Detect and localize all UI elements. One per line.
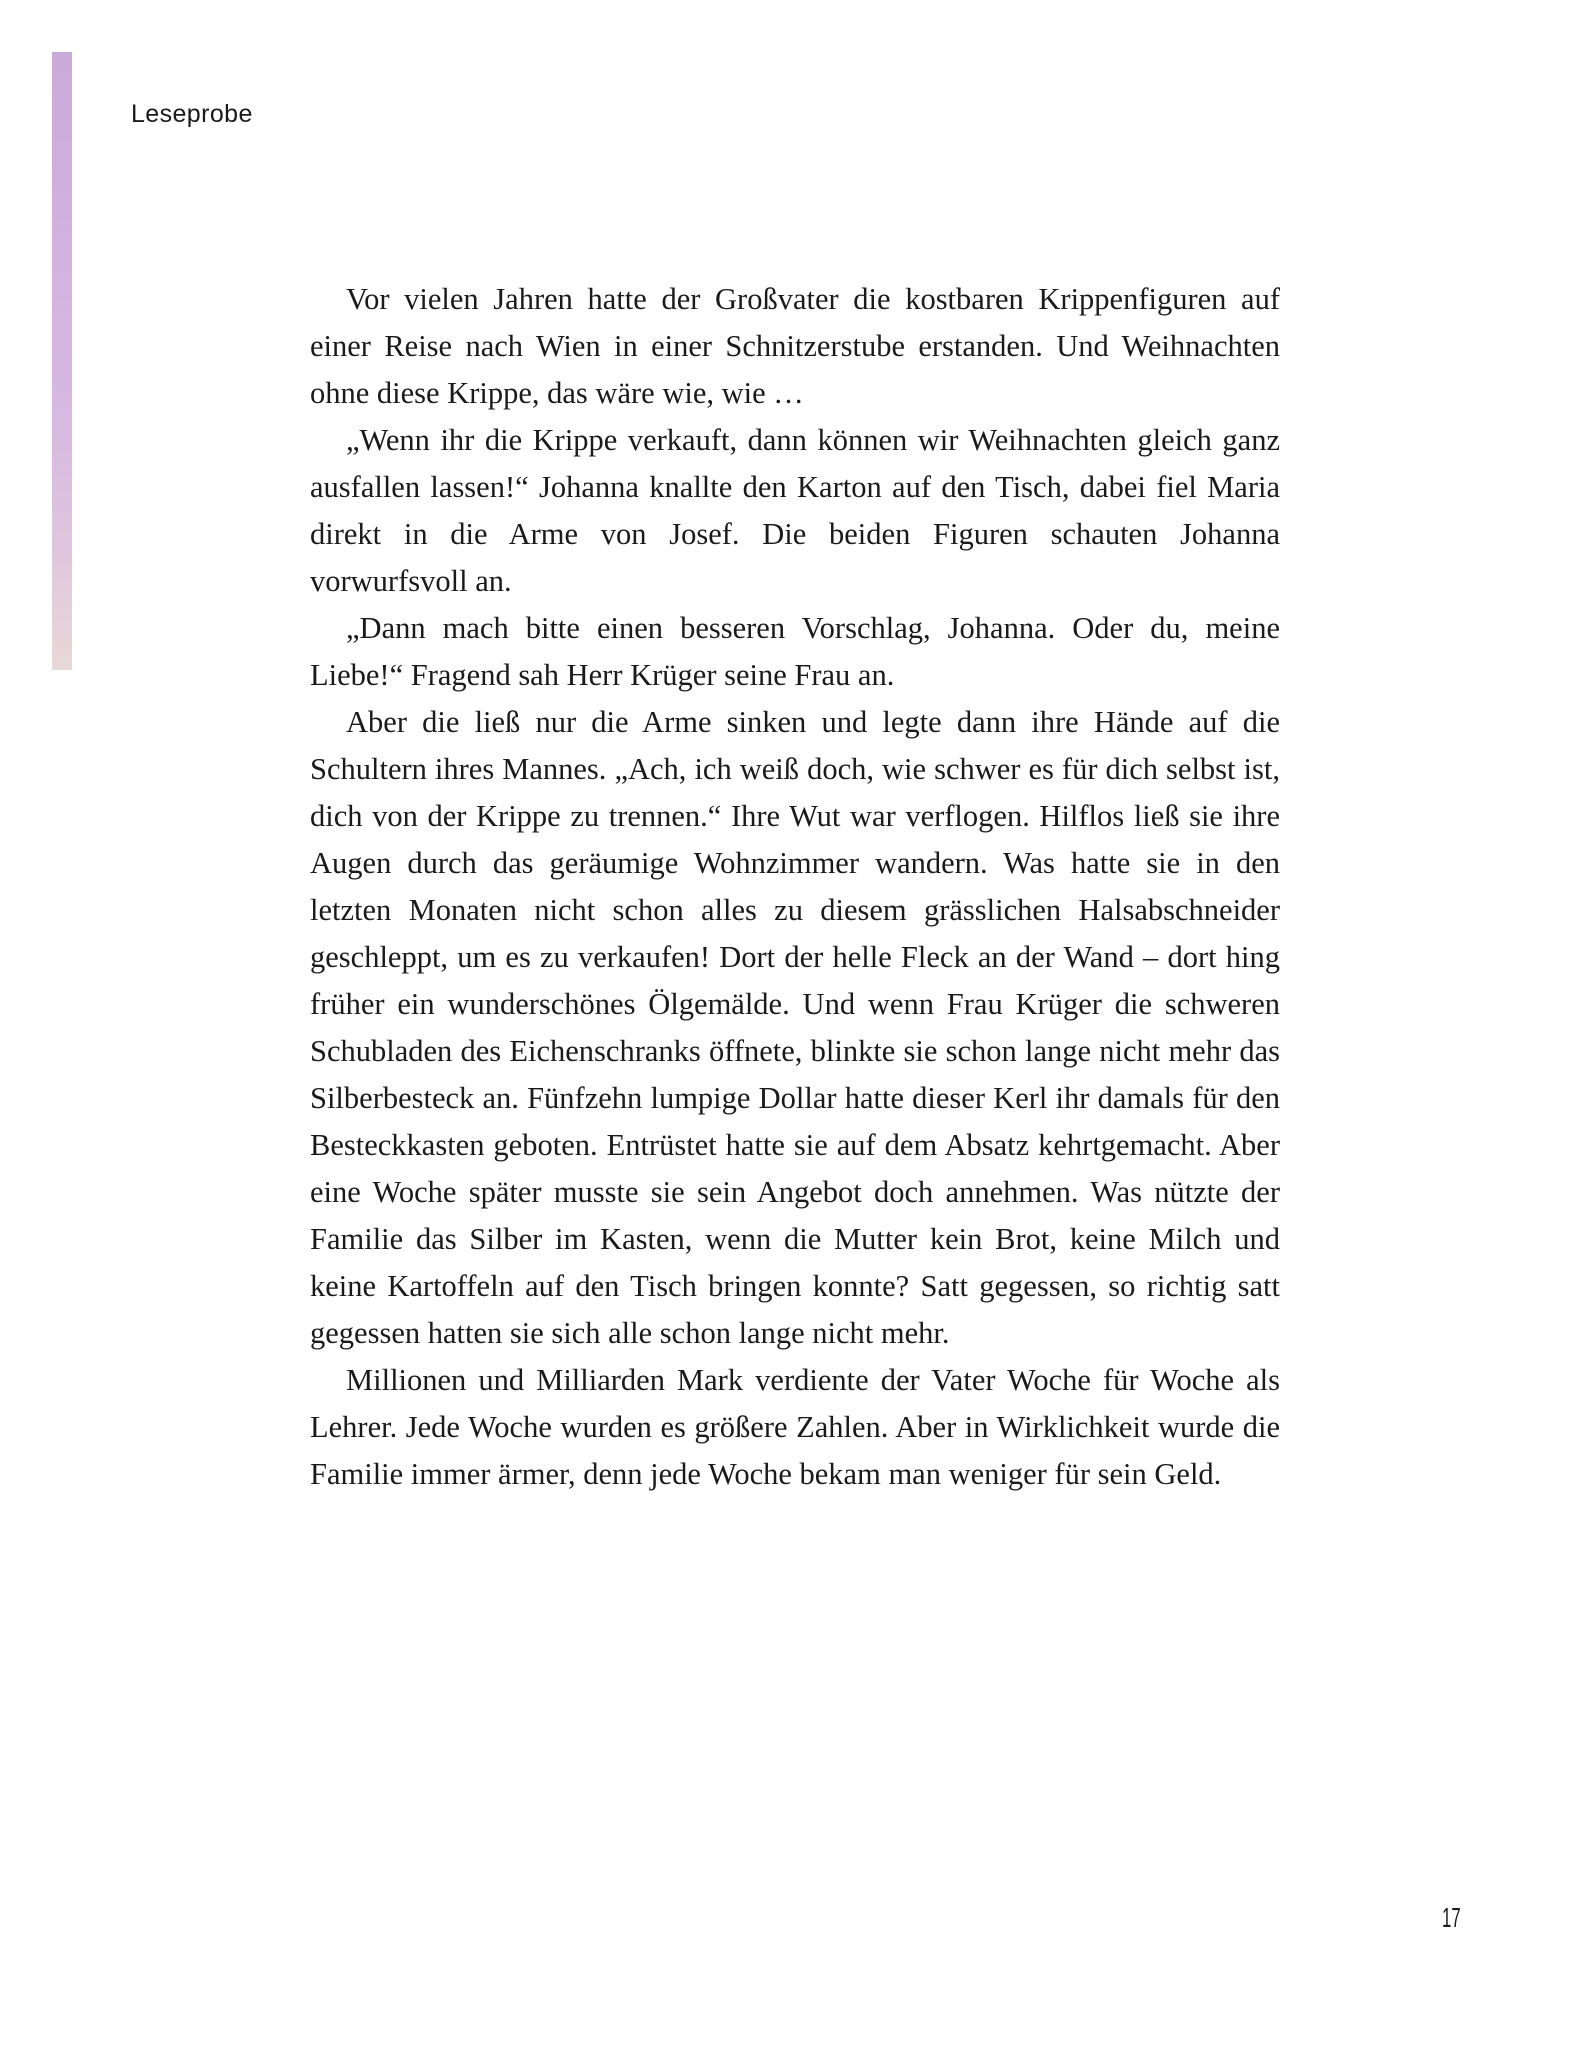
- page-number: 17: [1442, 1902, 1461, 1933]
- paragraph-4: Aber die ließ nur die Arme sinken und legte dann ihre Hände auf die Schultern ihres Mannes. „Ach, ich weiß doch, wie schwer es für dich selbst ist, dich von der Krippe zu trennen.“ Ihre Wut war verflogen. Hilflos ließ sie ihre Augen durch das geräumige Wohnzimmer wandern. Was hatte sie in den letzten Monaten nicht schon alles zu diesem grässlichen Halsabschneider geschleppt, um es zu verkaufen! Dort der helle Fleck an der Wand – dort hing früher ein wunderschönes Ölgemälde. Und wenn Frau Krüger die schweren Schubladen des Eichenschranks öffnete, blinkte sie schon lange nicht mehr das Silberbesteck an. Fünfzehn lumpige Dollar hatte dieser Kerl ihr damals für den Besteckkasten geboten. Entrüstet hatte sie auf dem Absatz kehrtgemacht. Aber eine Woche später musste sie sein Angebot doch annehmen. Was nützte der Familie das Silber im Kasten, wenn die Mutter kein Brot, keine Milch und keine Kartoffeln auf den Tisch bringen konnte? Satt gegessen, so richtig satt gegessen hatten sie sich alle schon lange nicht mehr.: [310, 705, 1280, 1350]
- paragraph-2: „Wenn ihr die Krippe verkauft, dann können wir Weihnachten gleich ganz ausfallen lassen!“ Johanna knallte den Karton auf den Tisch, dabei fiel Maria direkt in die Arme von Josef. Die beiden Figuren schauten Johanna vorwurfsvoll an.: [310, 423, 1280, 598]
- paragraph-1: Vor vielen Jahren hatte der Großvater die kostbaren Krippenfiguren auf einer Reise nach Wien in einer Schnitzerstube erstanden. Und Weihnachten ohne diese Krippe, das wäre wie, wie …: [310, 282, 1280, 410]
- paragraph-3: „Dann mach bitte einen besseren Vorschlag, Johanna. Oder du, meine Liebe!“ Fragend sah Herr Krüger seine Frau an.: [310, 611, 1280, 692]
- running-header: Leseprobe: [131, 100, 253, 128]
- paragraph-5: Millionen und Milliarden Mark verdiente der Vater Woche für Woche als Lehrer. Jede Woche wurden es größere Zahlen. Aber in Wirklichkeit wurde die Familie immer ärmer, denn jede Woche bekam man weniger für sein Geld.: [310, 1363, 1280, 1491]
- decorative-side-strip: [52, 52, 72, 670]
- body-text: [310, 276, 1280, 1498]
